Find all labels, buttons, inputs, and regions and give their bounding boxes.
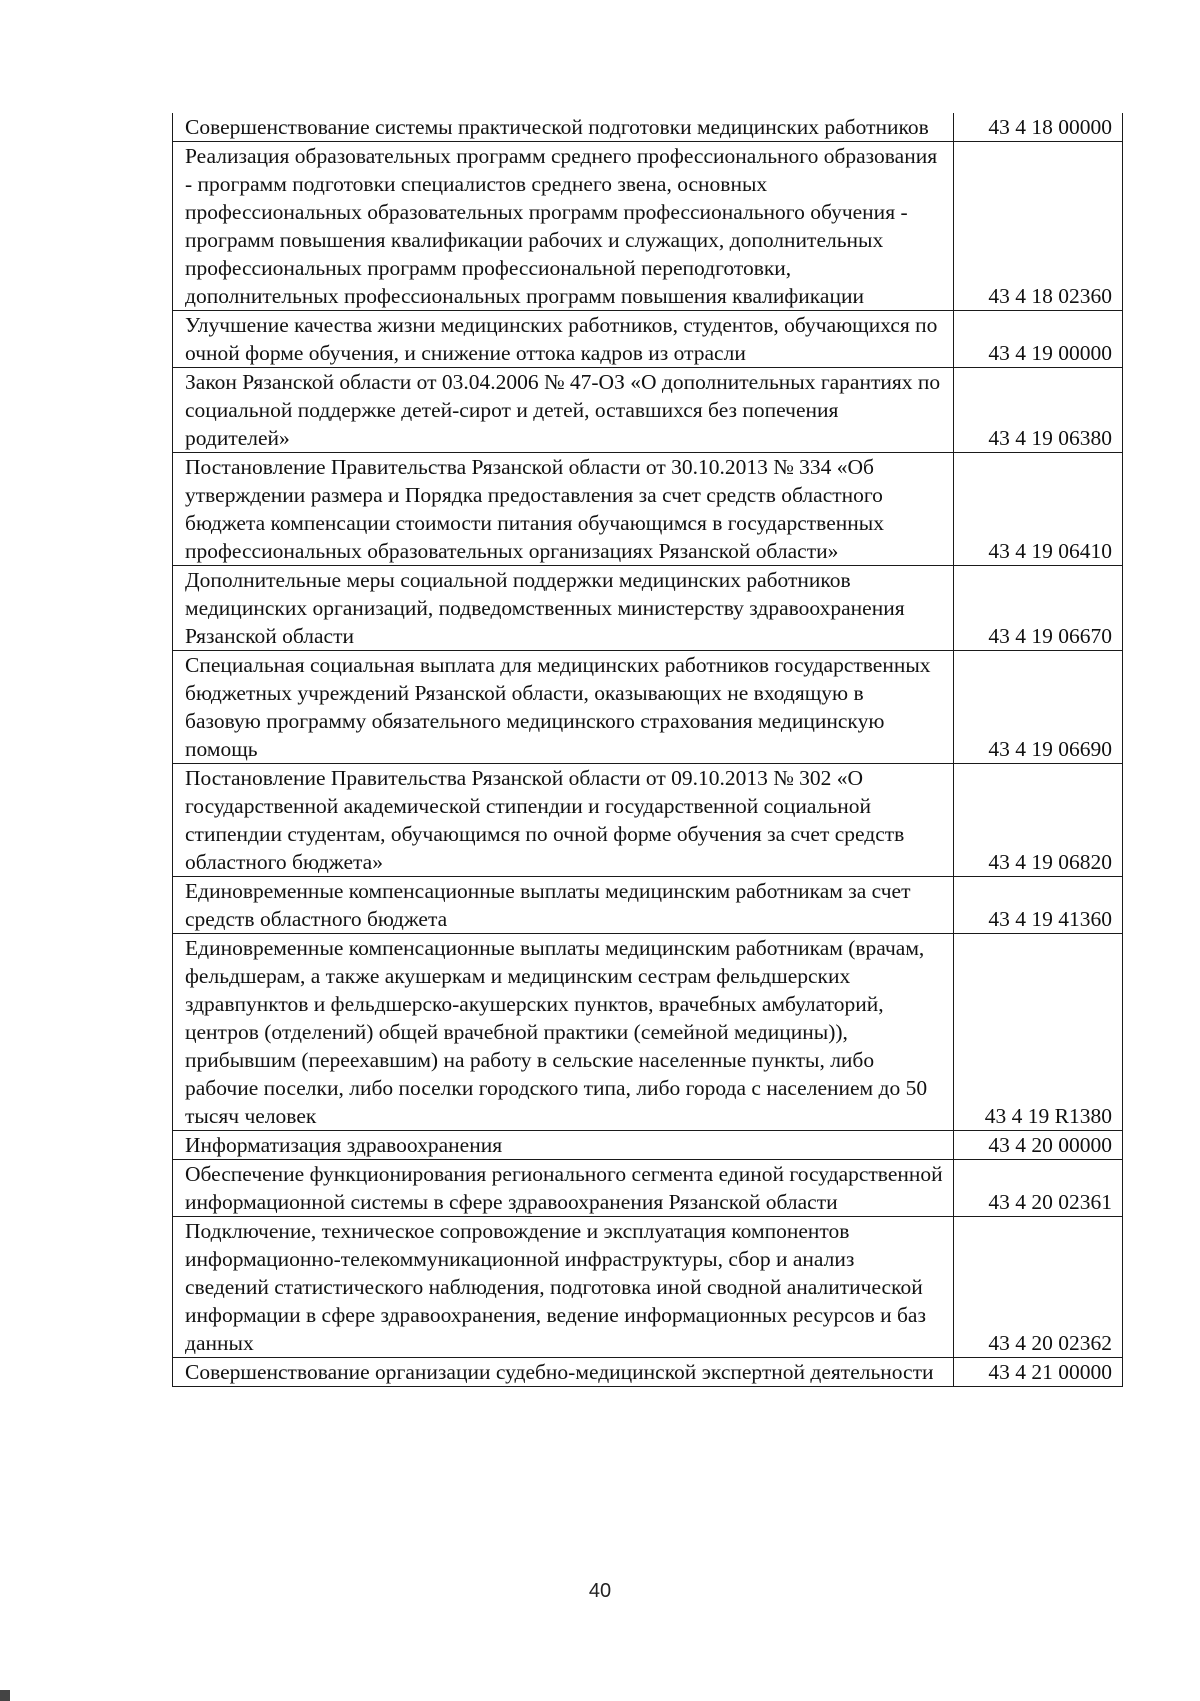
row-name-cell bbox=[173, 651, 954, 764]
row-name-text: Реализация образовательных программ среднего профессионального образования - программ подготовки специалистов среднего звена, основных профессиональных образовательных программ профессионального обучения - программ повышения квалификации рабочих и служащих, дополнительных профессиональных программ профессиональной переподготовки, дополнительных профессиональных программ повышения квалификации bbox=[185, 144, 938, 308]
row-name-text: Обеспечение функционирования регионального сегмента единой государственной информационной системы в сфере здравоохранения Рязанской области bbox=[185, 1162, 943, 1214]
row-name-cell bbox=[173, 453, 954, 566]
table-row bbox=[173, 142, 1123, 311]
page-number: 40 bbox=[588, 1580, 612, 1602]
table-row bbox=[173, 934, 1123, 1131]
table-row bbox=[173, 1358, 1123, 1387]
row-name-text: Единовременные компенсационные выплаты медицинским работникам (врачам, фельдшерам, а также акушеркам и медицинским сестрам фельдшерских здравпунктов и фельдшерско-акушерских пунктов, врачебных амбулаторий, центров (отделений) общей врачебной практики (семейной медицины)), прибывшим (переехавшим) на работу в сельские населенные пункты, либо рабочие поселки, либо поселки городского типа, либо города с населением до 50 тысяч человек bbox=[185, 936, 928, 1128]
row-code-text: 43 4 18 00000 bbox=[988, 115, 1112, 139]
row-name-text: Дополнительные меры социальной поддержки медицинских работников медицинских организаций, подведомственных министерству здравоохранения Рязанской области bbox=[185, 568, 905, 648]
row-name-cell bbox=[173, 1217, 954, 1358]
table-row bbox=[173, 113, 1123, 142]
row-code-text: 43 4 19 R1380 bbox=[984, 1104, 1112, 1128]
row-name-text: Совершенствование системы практической подготовки медицинских работников bbox=[185, 115, 929, 139]
row-name-text: Улучшение качества жизни медицинских работников, студентов, обучающихся по очной форме обучения, и снижение оттока кадров из отрасли bbox=[185, 313, 938, 365]
row-code-text: 43 4 19 06690 bbox=[988, 737, 1112, 761]
row-code-text: 43 4 19 06670 bbox=[988, 624, 1112, 648]
row-code-cell bbox=[954, 142, 1123, 311]
row-code-cell bbox=[954, 453, 1123, 566]
row-name-text: Постановление Правительства Рязанской области от 09.10.2013 № 302 «О государственной академической стипендии и государственной социальной стипендии студентам, обучающимся по очной форме обучения за счет средств областного бюджета» bbox=[185, 766, 905, 874]
table-row bbox=[173, 651, 1123, 764]
row-code-text: 43 4 19 06820 bbox=[988, 850, 1112, 874]
table-row bbox=[173, 311, 1123, 368]
row-code-cell bbox=[954, 1160, 1123, 1217]
row-code-cell bbox=[954, 113, 1123, 142]
row-name-cell bbox=[173, 142, 954, 311]
row-code-text: 43 4 20 02361 bbox=[988, 1190, 1112, 1214]
row-code-text: 43 4 20 02362 bbox=[988, 1331, 1112, 1355]
row-code-text: 43 4 20 00000 bbox=[988, 1133, 1112, 1157]
row-name-text: Постановление Правительства Рязанской области от 30.10.2013 № 334 «Об утверждении размера и Порядка предоставления за счет средств областного бюджета компенсации стоимости питания обучающимся в государственных профессиональных образовательных организациях Рязанской области» bbox=[185, 455, 884, 563]
table-row bbox=[173, 453, 1123, 566]
row-name-text: Единовременные компенсационные выплаты медицинским работникам за счет средств областного бюджета bbox=[185, 879, 911, 931]
row-code-cell bbox=[954, 368, 1123, 453]
row-code-cell bbox=[954, 651, 1123, 764]
row-name-cell bbox=[173, 311, 954, 368]
row-code-cell bbox=[954, 1217, 1123, 1358]
table-row bbox=[173, 1217, 1123, 1358]
row-code-text: 43 4 18 02360 bbox=[988, 284, 1112, 308]
row-name-cell bbox=[173, 113, 954, 142]
table-row bbox=[173, 1131, 1123, 1160]
row-name-cell bbox=[173, 1358, 954, 1387]
row-name-text: Специальная социальная выплата для медицинских работников государственных бюджетных учреждений Рязанской области, оказывающих не входящую в базовую программу обязательного медицинского страхования медицинскую помощь bbox=[185, 653, 931, 761]
row-name-cell bbox=[173, 1160, 954, 1217]
table-row bbox=[173, 368, 1123, 453]
row-code-text: 43 4 19 41360 bbox=[988, 907, 1112, 931]
table-row bbox=[173, 1160, 1123, 1217]
row-code-text: 43 4 19 06380 bbox=[988, 426, 1112, 450]
scan-corner-mark bbox=[0, 1690, 10, 1701]
row-code-cell bbox=[954, 311, 1123, 368]
row-code-cell bbox=[954, 1131, 1123, 1160]
row-name-cell bbox=[173, 566, 954, 651]
row-code-cell bbox=[954, 764, 1123, 877]
row-name-text: Совершенствование организации судебно-медицинской экспертной деятельности bbox=[185, 1360, 934, 1384]
table-row bbox=[173, 764, 1123, 877]
table-row bbox=[173, 877, 1123, 934]
row-name-cell bbox=[173, 934, 954, 1131]
row-code-text: 43 4 21 00000 bbox=[988, 1360, 1112, 1384]
row-code-text: 43 4 19 06410 bbox=[988, 539, 1112, 563]
row-code-cell bbox=[954, 1358, 1123, 1387]
row-name-cell bbox=[173, 764, 954, 877]
row-name-text: Закон Рязанской области от 03.04.2006 № 47-ОЗ «О дополнительных гарантиях по социальной поддержке детей-сирот и детей, оставшихся без попечения родителей» bbox=[185, 370, 941, 450]
row-code-cell bbox=[954, 934, 1123, 1131]
row-code-cell bbox=[954, 566, 1123, 651]
table-body bbox=[173, 113, 1123, 1387]
budget-classification-table bbox=[172, 113, 1123, 1387]
row-name-cell bbox=[173, 877, 954, 934]
row-code-cell bbox=[954, 877, 1123, 934]
row-name-text: Подключение, техническое сопровождение и эксплуатация компонентов информационно-телекоммуникационной инфраструктуры, сбор и анализ сведений статистического наблюдения, подготовка иной сводной аналитической информации в сфере здравоохранения, ведение информационных ресурсов и баз данных bbox=[185, 1219, 926, 1355]
row-name-cell bbox=[173, 368, 954, 453]
row-name-cell bbox=[173, 1131, 954, 1160]
table-row bbox=[173, 566, 1123, 651]
row-code-text: 43 4 19 00000 bbox=[988, 341, 1112, 365]
row-name-text: Информатизация здравоохранения bbox=[185, 1133, 503, 1157]
